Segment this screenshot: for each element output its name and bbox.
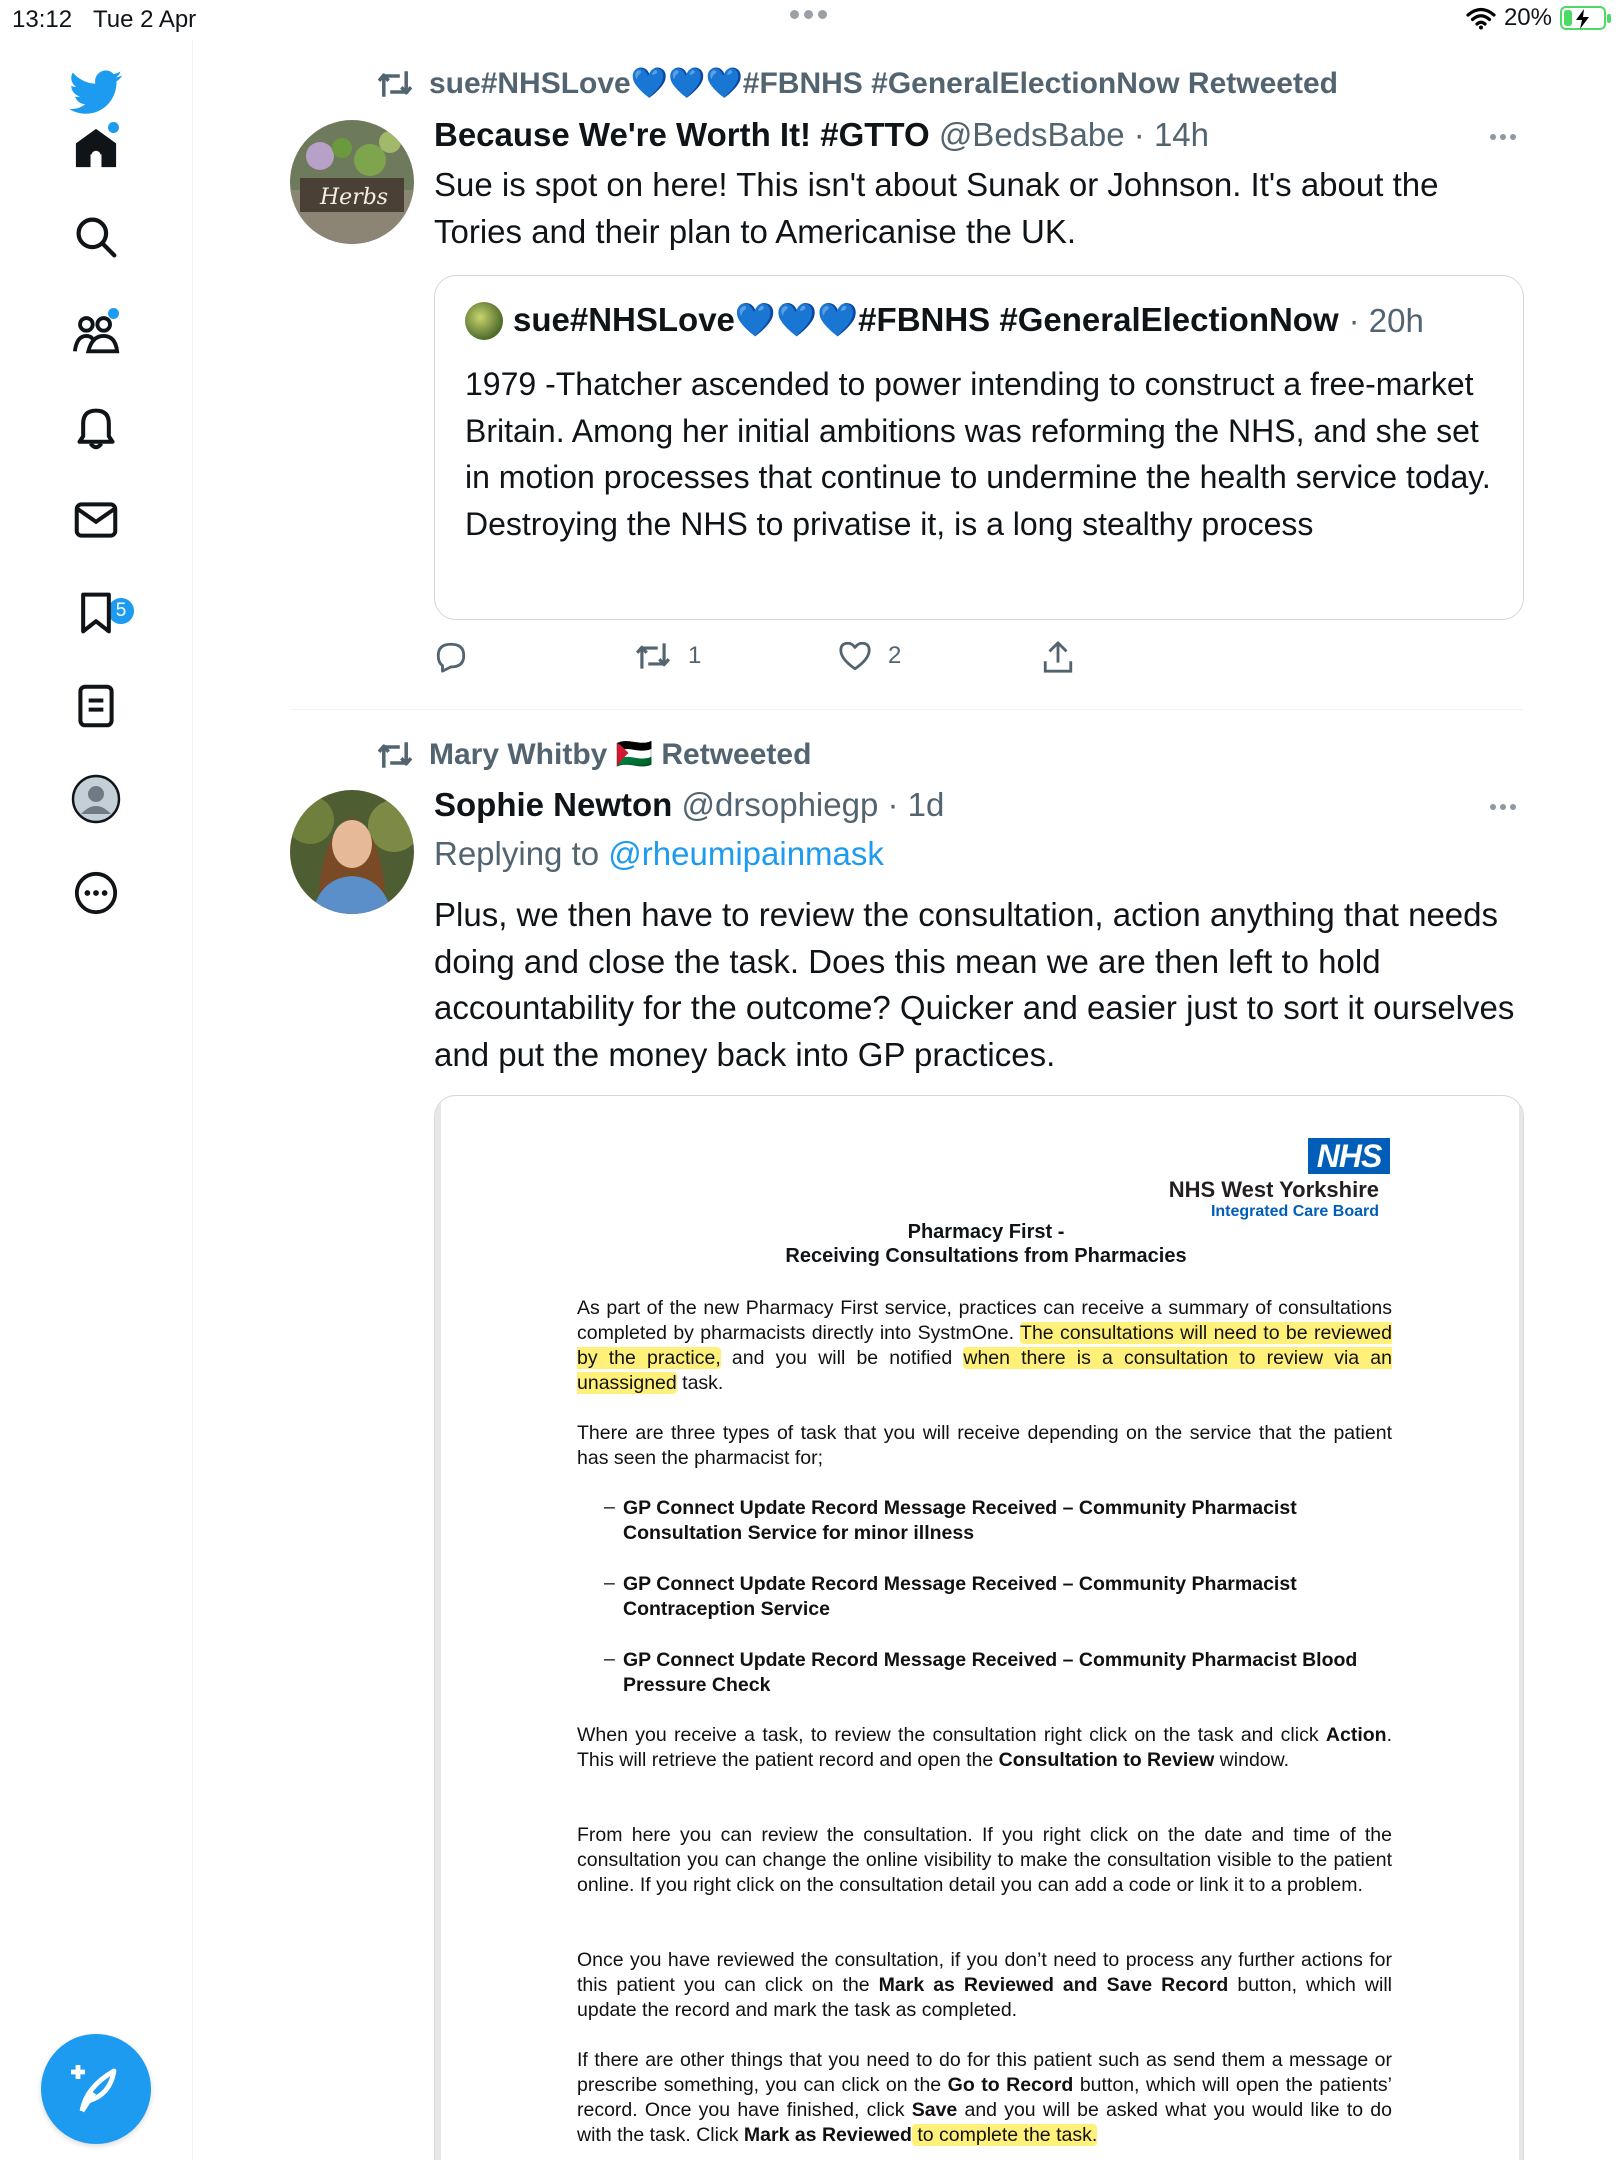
reply-button[interactable] xyxy=(434,640,484,674)
avatar[interactable] xyxy=(290,120,414,244)
more-options-icon[interactable] xyxy=(1490,134,1516,140)
quoted-tweet-header xyxy=(465,301,1424,340)
like-count: 2 xyxy=(888,642,902,669)
doc-paragraph-mark-reviewed: Once you have reviewed the consultation, if you don’t need to process any further actions for this patient you can click on the Mark as Reviewed and Save Record button, which will update the record and mark the task as completed. xyxy=(577,1949,1392,2021)
twitter-logo-icon[interactable] xyxy=(66,63,126,123)
home-icon[interactable] xyxy=(66,118,126,178)
doc-paragraph-review: From here you can review the consultation. If you right click on the date and time of the consultation you can change the online visibility to make the consultation visible to the patient online. If you right click on the consultation detail you can add a code or link it to a problem. xyxy=(577,1824,1392,1896)
highlight: The consultations will need to be reviewed by the practice, xyxy=(577,1322,1392,1369)
list-dash: – xyxy=(604,1496,615,1518)
quoted-tweet-text: 1979 -Thatcher ascended to power intending to construct a free-market Britain. Among her initial ambitions was reforming the NHS, and she set in motion processes that continue to undermine the health service today. Destroying the NHS to privatise it, is a long stealthy process xyxy=(465,366,1491,542)
org-subtitle: Integrated Care Board xyxy=(1210,1203,1379,1220)
lists-icon[interactable] xyxy=(66,676,126,736)
share-button[interactable] xyxy=(1042,640,1074,674)
doc-paragraph-intro: As part of the new Pharmacy First service, practices can receive a summary of consultations completed by pharmacists directly into SystmOne. The consultations will need to be reviewed by the practice, and you will be notified when there is a consultation to review via an unassigned task. xyxy=(577,1297,1392,1394)
reply-icon xyxy=(434,640,468,674)
doc-paragraph-types: There are three types of task that you will receive depending on the service that the patient has seen the pharmacist for; xyxy=(577,1422,1392,1469)
doc-list-item: GP Connect Update Record Message Received – Community Pharmacist Consultation Service for minor illness xyxy=(623,1497,1297,1544)
quoted-author-name: sue#NHSLove💙💙💙#FBNHS #GeneralElectionNow xyxy=(513,301,1339,338)
battery-fill xyxy=(1564,10,1572,26)
avatar[interactable] xyxy=(290,790,414,914)
home-unread-dot xyxy=(108,122,119,133)
nhs-logo: NHS xyxy=(1308,1138,1390,1174)
status-time: 13:12 xyxy=(12,6,73,33)
communities-unread-dot xyxy=(108,308,119,319)
replying-to-link[interactable]: @rheumipainmask xyxy=(608,835,884,872)
quoted-author-avatar xyxy=(465,302,503,340)
battery-percent: 20% xyxy=(1503,4,1552,31)
tweet-header xyxy=(434,116,1209,154)
compose-tweet-icon xyxy=(70,2063,122,2115)
retweeted-by-label[interactable]: sue#NHSLove💙💙💙#FBNHS #GeneralElectionNow Retweeted xyxy=(429,67,1338,100)
more-icon[interactable] xyxy=(66,863,126,923)
doc-list-item: GP Connect Update Record Message Received – Community Pharmacist Blood Pressure Check xyxy=(623,1649,1358,1696)
replying-label: Replying to xyxy=(434,835,600,872)
more-options-icon[interactable] xyxy=(1490,804,1516,810)
author-name[interactable]: Sophie Newton xyxy=(434,786,673,823)
tweet-time[interactable]: · 1d xyxy=(887,786,945,823)
share-icon xyxy=(1042,640,1074,674)
doc-paragraph-action: When you receive a task, to review the consultation right click on the task and click Action. This will retrieve the patient record and open the Consultation to Review window. xyxy=(577,1724,1392,1771)
attached-document-image[interactable] xyxy=(434,1095,1524,2160)
retweet-button[interactable] xyxy=(634,640,701,672)
doc-list-item: GP Connect Update Record Message Received – Community Pharmacist Contraception Service xyxy=(623,1573,1297,1620)
svg-text:Herbs: Herbs xyxy=(320,185,389,210)
doc-title-line1: Pharmacy First - xyxy=(907,1221,1065,1243)
retweet-count: 1 xyxy=(688,642,702,669)
tweet-actions xyxy=(434,640,1134,676)
notification-count-badge: 5 xyxy=(106,596,136,626)
retweet-context xyxy=(375,737,811,772)
status-bar xyxy=(0,0,1620,40)
battery-icon xyxy=(1560,6,1606,30)
list-dash: – xyxy=(604,1572,615,1594)
notifications-icon[interactable] xyxy=(66,398,126,458)
heart-icon xyxy=(838,640,872,672)
retweeted-by-label[interactable]: Mary Whitby 🇵🇸 Retweeted xyxy=(429,738,812,771)
sidebar xyxy=(0,40,193,2160)
compose-tweet-button[interactable] xyxy=(41,2034,151,2144)
doc-title-line2: Receiving Consultations from Pharmacies xyxy=(785,1245,1187,1267)
tweet-divider xyxy=(290,709,1523,710)
like-button[interactable] xyxy=(838,640,901,672)
retweet-icon xyxy=(375,739,415,771)
profile-icon[interactable] xyxy=(66,769,126,829)
doc-paragraph-go-to-record: If there are other things that you need to do for this patient such as send them a message or prescribe something, you can click on the Go to Record button, which will open the patients’ record. Once you have finished, click Save and you will be asked what you would like to do with the task. Click Mark as Reviewed to complete the task. xyxy=(577,2049,1392,2146)
retweet-icon xyxy=(634,640,672,672)
document-page xyxy=(435,1096,1524,2160)
tweet-text: Sue is spot on here! This isn't about Sunak or Johnson. It's about the Tories and their plan to Americanise the UK. xyxy=(434,166,1439,250)
wifi-icon xyxy=(1466,6,1496,30)
retweet-icon xyxy=(375,68,415,100)
retweet-context xyxy=(375,66,1338,101)
status-date: Tue 2 Apr xyxy=(93,6,197,33)
tweet-text: Plus, we then have to review the consultation, action anything that needs doing and close the task. Does this mean we are then left to hold accountability for the outcome? Quicker and easier just to sort it ourselves and put the money back into GP practices. xyxy=(434,896,1515,1073)
author-handle[interactable]: @BedsBabe xyxy=(938,116,1125,153)
multitasking-dots-icon[interactable] xyxy=(790,10,827,19)
quoted-tweet[interactable] xyxy=(434,275,1524,620)
highlight: to complete the task. xyxy=(911,2124,1098,2146)
tweet-header xyxy=(434,786,944,824)
tweet-time[interactable]: · 14h xyxy=(1133,116,1209,153)
author-name[interactable]: Because We're Worth It! #GTTO xyxy=(434,116,930,153)
author-handle[interactable]: @drsophiegp xyxy=(681,786,879,823)
highlight: when there is a consultation to review via an unassigned xyxy=(577,1347,1392,1394)
org-name: NHS West Yorkshire xyxy=(1168,1177,1379,1202)
search-icon[interactable] xyxy=(66,207,126,267)
quoted-tweet-time: · 20h xyxy=(1348,301,1424,339)
list-dash: – xyxy=(604,1648,615,1670)
bookmarks-icon[interactable] xyxy=(66,583,126,643)
status-right xyxy=(1466,4,1606,32)
communities-icon[interactable] xyxy=(66,304,126,364)
messages-icon[interactable] xyxy=(66,490,126,550)
replying-to xyxy=(434,835,884,873)
